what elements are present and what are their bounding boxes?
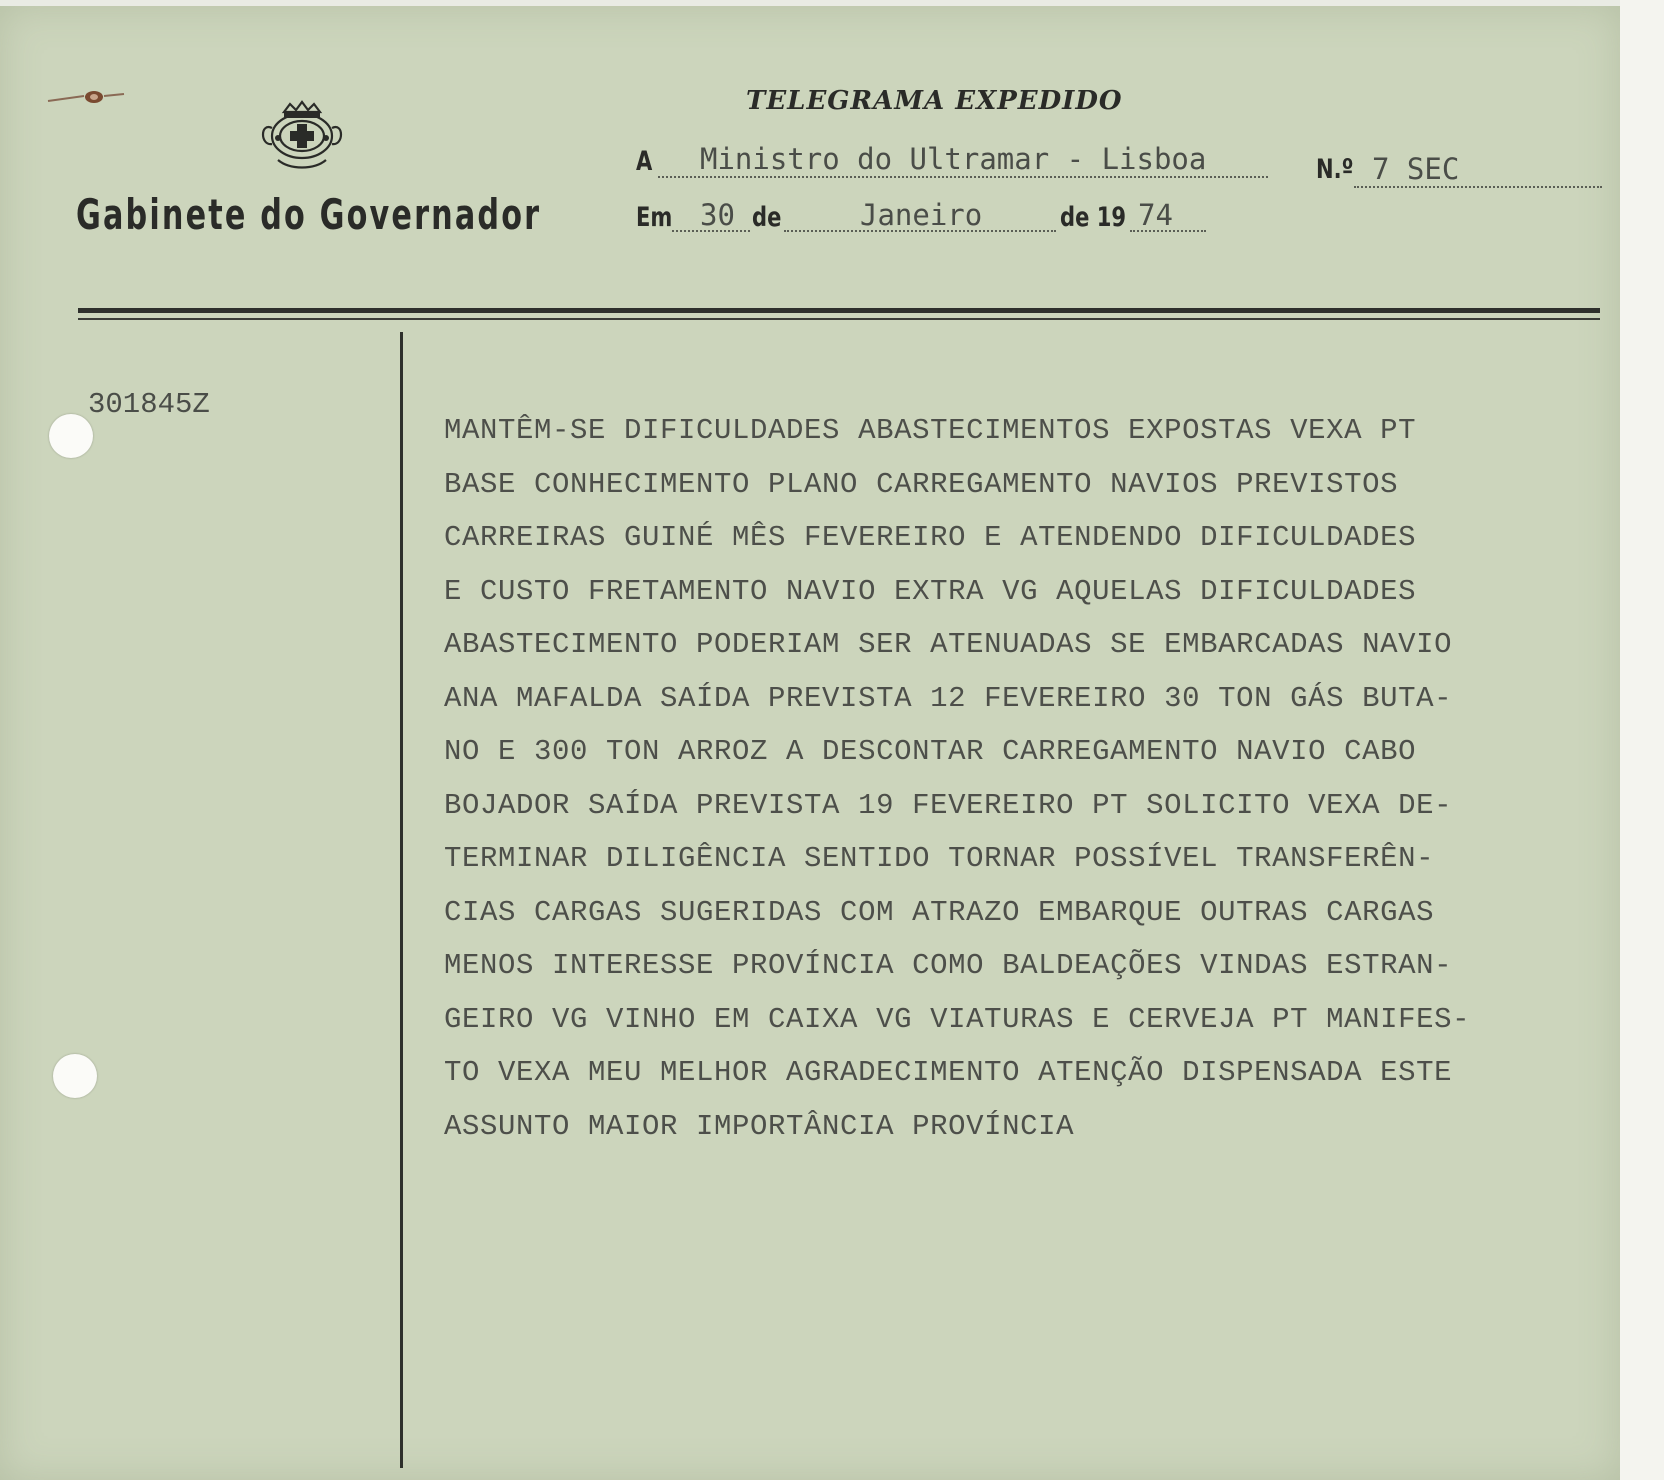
recipient-value: Ministro do Ultramar - Lisboa <box>700 142 1207 176</box>
message-line: BASE CONHECIMENTO PLANO CARREGAMENTO NAVIOS PREVISTOS <box>444 467 1399 501</box>
message-line: MANTÊM-SE DIFICULDADES ABASTECIMENTOS EXPOSTAS VEXA PT <box>444 414 1417 447</box>
header-rule-thin <box>78 318 1600 320</box>
message-body <box>444 404 1594 1153</box>
year-suffix-value: 74 <box>1138 198 1173 232</box>
date-de-label: de <box>752 202 782 233</box>
punch-hole-top <box>49 414 93 458</box>
message-line: BOJADOR SAÍDA PREVISTA 19 FEVEREIRO PT SOLICITO VEXA DE- <box>444 788 1453 822</box>
message-line: ANA MAFALDA SAÍDA PREVISTA 12 FEVEREIRO 30 TON GÁS BUTA- <box>444 681 1453 715</box>
coat-of-arms-icon <box>254 98 350 172</box>
message-line: NO E 300 TON ARROZ A DESCONTAR CARREGAMENTO NAVIO CABO <box>444 735 1417 768</box>
to-dotted-line <box>658 176 1268 178</box>
year-prefix-label: de 19 <box>1060 202 1127 233</box>
message-line: MENOS INTERESSE PROVÍNCIA COMO BALDEAÇÕES VINDAS ESTRAN- <box>444 949 1453 982</box>
column-divider <box>400 332 403 1468</box>
message-line: CIAS CARGAS SUGERIDAS COM ATRAZO EMBARQUE OUTRAS CARGAS <box>444 895 1435 929</box>
date-label: Em <box>636 202 673 233</box>
number-dotted-line <box>1354 186 1602 188</box>
message-line: ABASTECIMENTO PODERIAM SER ATENUADAS SE EMBARCADAS NAVIO <box>444 628 1453 661</box>
message-line: ASSUNTO MAIOR IMPORTÂNCIA PROVÍNCIA <box>444 1109 1075 1143</box>
number-value: 7 SEC <box>1372 152 1460 186</box>
punch-hole-bottom <box>53 1054 97 1098</box>
message-line: TERMINAR DILIGÊNCIA SENTIDO TORNAR POSSÍVEL TRANSFERÊN- <box>444 842 1435 875</box>
scan-right-edge <box>1620 0 1664 1480</box>
message-line: TO VEXA MEU MELHOR AGRADECIMENTO ATENÇÃO DISPENSADA ESTE <box>444 1056 1453 1089</box>
to-label: A <box>636 146 653 177</box>
message-line: E CUSTO FRETAMENTO NAVIO EXTRA VG AQUELAS DIFICULDADES <box>444 574 1417 608</box>
month-value: Janeiro <box>860 198 983 232</box>
message-line: GEIRO VG VINHO EM CAIXA VG VIATURAS E CERVEJA PT MANIFES- <box>444 1002 1471 1036</box>
day-value: 30 <box>700 198 735 232</box>
number-label: N.º <box>1316 154 1354 185</box>
office-heading: Gabinete do Governador <box>76 190 542 239</box>
header-rule <box>78 308 1600 313</box>
staple-rust-mark <box>44 86 128 108</box>
message-dtg: 301845Z <box>88 388 210 421</box>
document-title: TELEGRAMA EXPEDIDO <box>746 86 1123 116</box>
message-line: CARREIRAS GUINÉ MÊS FEVEREIRO E ATENDENDO DIFICULDADES <box>444 521 1417 554</box>
